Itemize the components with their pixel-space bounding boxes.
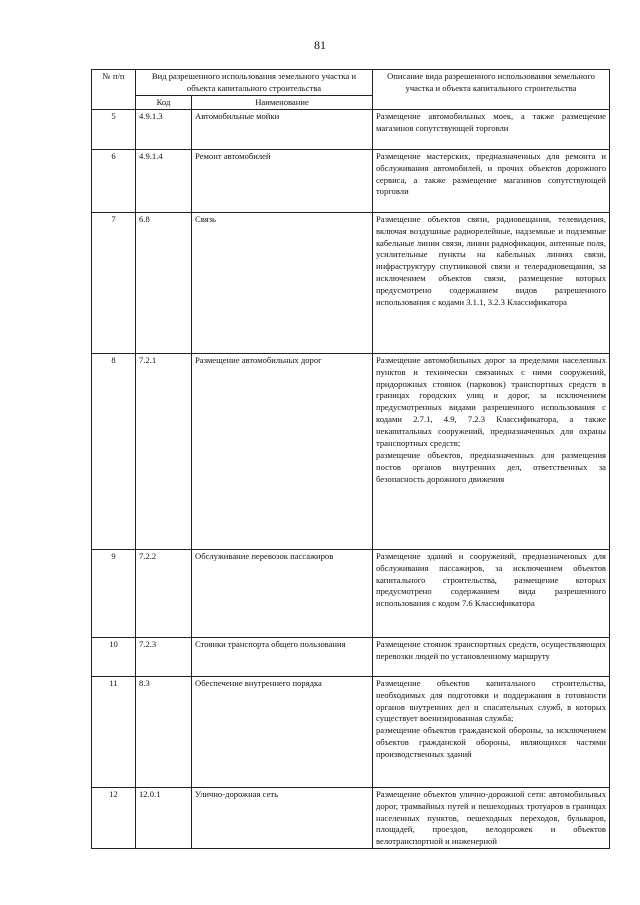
table-row (92, 637, 610, 676)
header-permitted-use: Вид разрешенного использования земельного участка и объекта капитального строительства (136, 70, 373, 96)
header-code: Код (136, 95, 192, 109)
row-name: Улично-дорожная сеть (192, 787, 373, 849)
table-header-row (92, 70, 610, 96)
row-number: 11 (92, 676, 136, 787)
row-description: Размещение стоянок транспортных средств, осуществляющих перевозки людей по установленному маршруту (373, 637, 610, 676)
row-description: Размещение зданий и сооружений, предназначенных для обслуживания пассажиров, за исключением объектов капитального строительства, размещение которых предусмотрено содержанием вида разрешенного использования с кодом 7.6 Классификатора (373, 549, 610, 637)
row-code: 12.0.1 (136, 787, 192, 849)
table-row (92, 787, 610, 849)
row-code: 6.8 (136, 212, 192, 353)
row-name: Обеспечение внутреннего порядка (192, 676, 373, 787)
row-code: 7.2.3 (136, 637, 192, 676)
row-description-part: размещение объектов, предназначенных для размещения постов органов внутренних дел, ответственных за безопасность дорожного движения (376, 449, 606, 484)
header-description: Описание вида разрешенного использования земельного участка и объекта капитального строительства (373, 70, 610, 110)
row-number: 6 (92, 149, 136, 212)
row-description-part: Размещение объектов капитального строительства, необходимых для подготовки и поддержания в готовности органов внутренних дел и спасательных служб, в которых существует военизированная служба; (376, 677, 606, 724)
row-description: Размещение объектов улично-дорожной сети: автомобильных дорог, трамвайных путей и пешеходных тротуаров в границах населенных пунктов, пешеходных переходов, бульваров, площадей, проездов, велодорожек и объектов велотранспортной и инженерной (373, 787, 610, 849)
row-name: Автомобильные мойки (192, 109, 373, 149)
row-code: 7.2.1 (136, 353, 192, 549)
row-description: Размещение мастерских, предназначенных для ремонта и обслуживания автомобилей, и прочих объектов дорожного сервиса, а также размещение магазинов сопутствующей торговли (373, 149, 610, 212)
row-number: 8 (92, 353, 136, 549)
land-use-table (91, 69, 610, 849)
row-name: Обслуживание перевозок пассажиров (192, 549, 373, 637)
row-name: Размещение автомобильных дорог (192, 353, 373, 549)
table-row (92, 149, 610, 212)
page-number: 81 (314, 38, 326, 52)
row-name: Стоянки транспорта общего пользования (192, 637, 373, 676)
table-row (92, 549, 610, 637)
row-name: Ремонт автомобилей (192, 149, 373, 212)
row-description-part: Размещение автомобильных дорог за пределами населенных пунктов и технически связанных с ними сооружений, придорожных стоянок (парковок) транспортных средств в границах городских улиц и дорог, за исключением предусмотренных видами разрешенного использования с кодами 2.7.1, 4.9, 7.2.3 Классификатора, а также некапитальных сооружений, предназначенных для охраны транспортных средств; (376, 354, 606, 449)
row-description (373, 353, 610, 549)
row-description-part: размещение объектов гражданской обороны, за исключением объектов гражданской обороны, являющихся частями производственных зданий (376, 725, 606, 760)
row-code: 7.2.2 (136, 549, 192, 637)
row-description (373, 676, 610, 787)
table-row (92, 109, 610, 149)
table-row (92, 353, 610, 549)
header-number: № п/п (92, 70, 136, 110)
row-number: 10 (92, 637, 136, 676)
row-name: Связь (192, 212, 373, 353)
table-row (92, 676, 610, 787)
row-number: 7 (92, 212, 136, 353)
row-code: 4.9.1.4 (136, 149, 192, 212)
row-code: 4.9.1.3 (136, 109, 192, 149)
row-description: Размещение автомобильных моек, а также размещение магазинов сопутствующей торговли (373, 109, 610, 149)
table-row (92, 212, 610, 353)
header-name: Наименование (192, 95, 373, 109)
row-description: Размещение объектов связи, радиовещания, телевидения, включая воздушные радиорелейные, надземные и подземные кабельные линии связи, линии радиофикации, антенные поля, усилительные пункты на кабельных линиях связи, инфраструктуру спутниковой связи и телерадиовещания, за исключением объектов связи, размещение которых предусмотрено содержанием видов разрешенного использования с кодами 3.1.1, 3.2.3 Классификатора (373, 212, 610, 353)
row-code: 8.3 (136, 676, 192, 787)
row-number: 9 (92, 549, 136, 637)
row-number: 12 (92, 787, 136, 849)
row-number: 5 (92, 109, 136, 149)
